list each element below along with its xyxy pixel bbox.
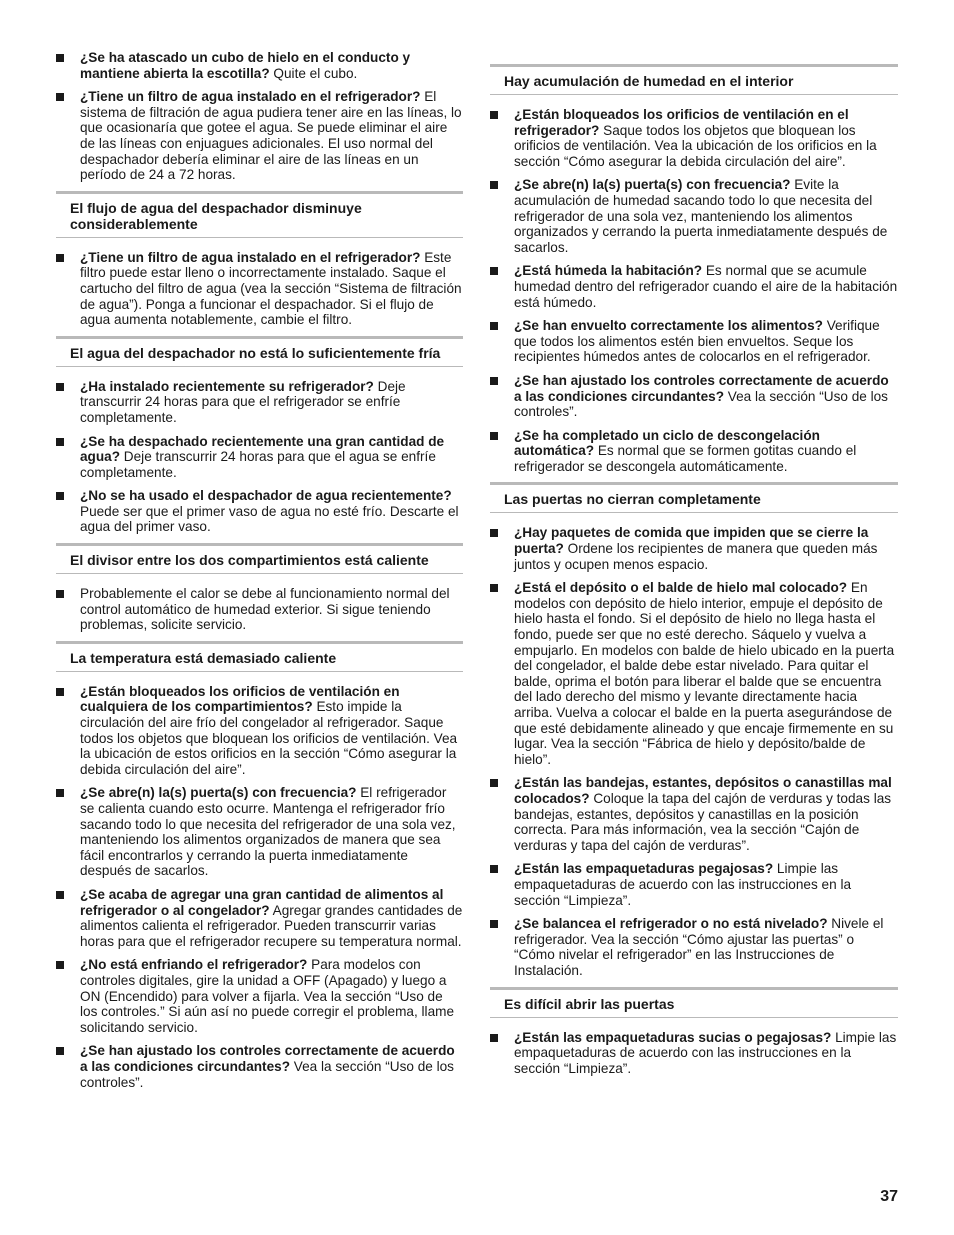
- square-bullet-icon: [490, 865, 498, 873]
- square-bullet-icon: [56, 383, 64, 391]
- answer-text: Verifique que todos los alimentos estén bien envueltos. Seque los recipientes húmedos antes de colocarlos en el refrigerador.: [514, 318, 880, 365]
- list-item: [490, 107, 898, 169]
- answer-text: Ordene los recipientes de manera que queden más juntos y ocupen menos espacio.: [514, 541, 878, 572]
- square-bullet-icon: [56, 438, 64, 446]
- answer-text: Vea la sección “Uso de los controles”.: [80, 1058, 454, 1090]
- question-text: ¿Se ha atascado un cubo de hielo en el conducto y mantiene abierta la escotilla?: [80, 50, 411, 81]
- section: [56, 336, 463, 535]
- question-text: ¿Se balancea el refrigerador o no está nivelado?: [514, 916, 828, 932]
- question-text: ¿Están las empaquetaduras sucias o pegajosas?: [514, 1029, 832, 1045]
- list-item: [490, 263, 898, 310]
- square-bullet-icon: [490, 322, 498, 330]
- question-text: ¿Están las empaquetaduras pegajosas?: [514, 861, 774, 877]
- section-heading: El divisor entre los dos compartimientos está caliente: [56, 543, 463, 574]
- question-text: ¿Se abre(n) la(s) puerta(s) con frecuencia?: [80, 785, 357, 801]
- question-text: ¿Están bloqueados los orificios de ventilación en cualquiera de los compartimientos?: [80, 683, 400, 715]
- question-text: ¿Se abre(n) la(s) puerta(s) con frecuencia?: [514, 177, 791, 193]
- right-column: [490, 58, 898, 1084]
- list-item: [490, 916, 898, 978]
- list-item: [56, 250, 463, 328]
- list-item: [56, 887, 463, 949]
- section: [490, 482, 898, 978]
- list-item: [490, 318, 898, 365]
- square-bullet-icon: [490, 181, 498, 189]
- question-text: ¿Se han ajustado los controles correctamente de acuerdo a las condiciones circundantes?: [80, 1043, 455, 1074]
- question-text: ¿Hay paquetes de comida que impiden que se cierre la puerta?: [514, 525, 869, 557]
- section-heading: El agua del despachador no está lo suficientemente fría: [56, 336, 463, 367]
- square-bullet-icon: [56, 93, 64, 101]
- answer-text: Es normal que se formen gotitas cuando el refrigerador se descongela automáticamente.: [514, 443, 857, 474]
- answer-text: Para modelos con controles digitales, gire la unidad a OFF (Apagado) y luego a ON (Encendido) para volver a fijarla. Vea la sección “Uso de los controles.” Si aún así no puede corregir el problema, llame solicitando servicio.: [80, 957, 455, 1035]
- answer-text: Puede ser que el primer vaso de agua no esté frío. Descarte el agua del primer vaso.: [80, 503, 459, 535]
- list-item: [490, 177, 898, 255]
- square-bullet-icon: [56, 54, 64, 62]
- square-bullet-icon: [490, 920, 498, 928]
- square-bullet-icon: [490, 111, 498, 119]
- answer-text: Evite la acumulación de humedad sacando todo lo que necesita del refrigerador de una sola vez, manteniendo los alimentos organizados y cerrando la puerta inmediatamente después de sacarlos.: [514, 177, 888, 255]
- list-item: [56, 1043, 463, 1090]
- square-bullet-icon: [56, 1047, 64, 1055]
- list-item: [56, 488, 463, 535]
- section-heading: Las puertas no cierran completamente: [490, 482, 898, 513]
- answer-text: Limpie las empaquetaduras de acuerdo con las instrucciones en la sección “Limpieza”.: [514, 861, 852, 908]
- page-number: 37: [880, 1188, 898, 1205]
- section: [490, 987, 898, 1077]
- answer-text: Es normal que se acumule humedad dentro del refrigerador cuando el aire de la habitación está húmedo.: [514, 263, 898, 310]
- answer-text: Probablemente el calor se debe al funcionamiento normal del control automático de humedad exterior. Si sigue teniendo problemas, solicite servicio.: [80, 586, 450, 633]
- answer-text: Deje transcurrir 24 horas para que el agua se enfríe completamente.: [80, 449, 436, 480]
- list-item: [56, 586, 463, 633]
- list-item: [56, 785, 463, 879]
- list-item: [490, 525, 898, 572]
- section: [56, 543, 463, 633]
- square-bullet-icon: [490, 779, 498, 787]
- answer-text: El sistema de filtración de agua pudiera tener aire en las líneas, lo que ocasionaría que gotee el agua. Se puede eliminar el aire de las líneas con enjuagues adicionales. El uso normal del despachador debería eliminar el aire de las líneas en un período de 24 a 72 horas.: [80, 89, 462, 183]
- list-item: [56, 50, 463, 81]
- answer-text: Agregar grandes cantidades de alimentos calienta el refrigerador. Pueden transcurrir varias horas para que el refrigerador recupere su temperatura normal.: [80, 902, 463, 949]
- list-item: [490, 428, 898, 475]
- question-text: ¿Se han ajustado los controles correctamente de acuerdo a las condiciones circundantes?: [514, 372, 889, 404]
- question-text: ¿Está el depósito o el balde de hielo mal colocado?: [514, 580, 848, 596]
- section-heading: Es difícil abrir las puertas: [490, 987, 898, 1018]
- question-text: ¿Están las bandejas, estantes, depósitos o canastillas mal colocados?: [514, 775, 892, 806]
- section-heading: Hay acumulación de humedad en el interior: [490, 64, 898, 95]
- square-bullet-icon: [490, 584, 498, 592]
- square-bullet-icon: [56, 590, 64, 598]
- square-bullet-icon: [56, 891, 64, 899]
- question-text: ¿Se ha despachado recientemente una gran cantidad de agua?: [80, 433, 445, 465]
- square-bullet-icon: [490, 267, 498, 275]
- question-text: ¿Ha instalado recientemente su refrigerador?: [80, 378, 374, 394]
- section: [56, 191, 463, 328]
- answer-text: Esto impide la circulación del aire frío del congelador al refrigerador. Saque todos los objetos que bloquean los orificios de ventilación. Vea la ubicación de estos orificios en la sección “Cómo asegurar la debida circulación del aire”.: [80, 699, 458, 777]
- answer-text: Deje transcurrir 24 horas para que el refrigerador se enfríe completamente.: [80, 378, 406, 425]
- question-text: ¿Se ha completado un ciclo de descongelación automática?: [514, 427, 820, 459]
- square-bullet-icon: [56, 254, 64, 262]
- answer-text: Saque todos los objetos que bloquean los orificios de ventilación. Vea la ubicación de los orificios en la sección “Cómo asegurar la debida circulación del aire”.: [514, 122, 877, 169]
- answer-text: En modelos con depósito de hielo interior, empuje el depósito de hielo hasta el fondo. Si el depósito de hielo no llega hasta el fondo, puede ser que no esté derecho. Sáquelo y vuelva a empujarlo. En modelos con balde de hielo ubicado en la puerta del congelador, el balde debe estar nivelado. Para quitar el balde, oprima el botón para liberar el balde que se encuentra del lado derecho del mismo y levante directamente hacia arriba. Vuelva a colocar el balde en la puerta asegurándose de que esté debidamente alineado y que encaje firmemente en su lugar. Vea la sección “Fábrica de hielo y depósito/balde de hielo”.: [514, 580, 895, 767]
- right-sections: [490, 64, 898, 1076]
- intro-list: [56, 50, 463, 183]
- section: [490, 64, 898, 474]
- list-item: [56, 434, 463, 481]
- answer-text: Coloque la tapa del cajón de verduras y todas las bandejas, estantes, depósitos y canastillas en la posición correcta. Para más información, vea la sección “Cajón de verduras y tapa del cajón de verduras”.: [514, 790, 892, 853]
- list-item: [56, 684, 463, 778]
- question-text: ¿Se acaba de agregar una gran cantidad de alimentos al refrigerador o al congelador?: [80, 886, 444, 918]
- left-sections: [56, 191, 463, 1090]
- question-text: ¿Está húmeda la habitación?: [514, 263, 703, 279]
- section-heading: El flujo de agua del despachador disminuye considerablemente: [56, 191, 463, 238]
- question-text: ¿No está enfriando el refrigerador?: [80, 957, 308, 973]
- square-bullet-icon: [490, 432, 498, 440]
- answer-text: Nivele el refrigerador. Vea la sección “Cómo ajustar las puertas” o “Cómo nivelar el refrigerador” en las Instrucciones de Instalación.: [514, 916, 884, 978]
- list-item: [56, 89, 463, 183]
- square-bullet-icon: [56, 789, 64, 797]
- square-bullet-icon: [56, 688, 64, 696]
- question-text: ¿No se ha usado el despachador de agua recientemente?: [80, 488, 452, 504]
- question-text: ¿Tiene un filtro de agua instalado en el refrigerador?: [80, 89, 421, 105]
- answer-text: Quite el cubo.: [269, 65, 358, 81]
- question-text: ¿Están bloqueados los orificios de ventilación en el refrigerador?: [514, 107, 849, 138]
- answer-text: El refrigerador se calienta cuando esto ocurre. Mantenga el refrigerador frío sacando todo lo que necesita del refrigerador de una sola vez, manteniendo los alimentos organizados de manera que sea fácil encontrarlos y cerrando la puerta inmediatamente después de sacarlos.: [80, 785, 456, 879]
- section-heading: La temperatura está demasiado caliente: [56, 641, 463, 672]
- left-column: [56, 50, 463, 1098]
- question-text: ¿Se han envuelto correctamente los alimentos?: [514, 318, 823, 334]
- answer-text: Este filtro puede estar lleno o incorrectamente instalado. Saque el cartucho del filtro de agua (vea la sección “Sistema de filtración de agua”). Ponga a funcionar el despachador. Si el flujo de agua aumenta notablemente, cambie el filtro.: [80, 249, 462, 328]
- answer-text: Limpie las empaquetaduras de acuerdo con las instrucciones en la sección “Limpieza”.: [514, 1029, 897, 1076]
- answer-text: Vea la sección “Uso de los controles”.: [514, 388, 888, 420]
- list-item: [56, 379, 463, 426]
- square-bullet-icon: [56, 492, 64, 500]
- question-text: ¿Tiene un filtro de agua instalado en el refrigerador?: [80, 249, 421, 265]
- square-bullet-icon: [490, 1034, 498, 1042]
- square-bullet-icon: [490, 377, 498, 385]
- square-bullet-icon: [490, 529, 498, 537]
- square-bullet-icon: [56, 961, 64, 969]
- list-item: [490, 861, 898, 908]
- list-item: [490, 775, 898, 853]
- list-item: [490, 373, 898, 420]
- list-item: [56, 957, 463, 1035]
- list-item: [490, 580, 898, 767]
- section: [56, 641, 463, 1090]
- list-item: [490, 1030, 898, 1077]
